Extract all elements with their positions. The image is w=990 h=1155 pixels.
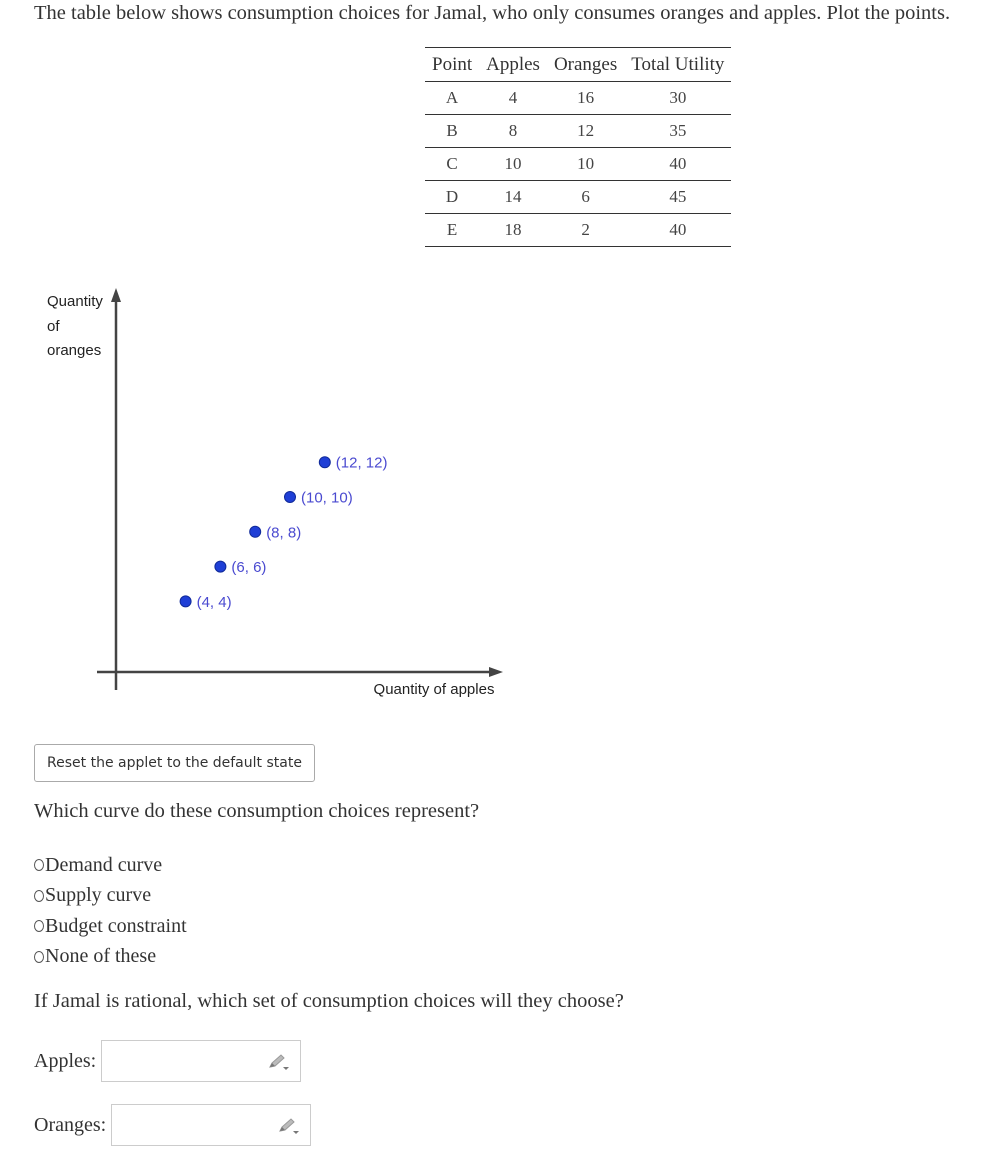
table-cell: D (425, 181, 479, 214)
table-row (425, 214, 731, 247)
pencil-icon[interactable] (278, 1117, 300, 1135)
radio-button[interactable] (34, 920, 44, 932)
table-row (425, 148, 731, 181)
oranges-row (34, 1104, 311, 1146)
option-label: Demand curve (45, 853, 163, 876)
plot-point-label: (8, 8) (266, 524, 302, 542)
table-cell: E (425, 214, 479, 247)
radio-button[interactable] (34, 890, 44, 902)
plotted-points[interactable] (180, 455, 387, 611)
plot-point[interactable] (215, 561, 226, 572)
table-cell: 40 (624, 214, 731, 247)
question-rational-choice: If Jamal is rational, which set of consumption choices will they choose? (34, 990, 624, 1012)
oranges-field-wrapper[interactable] (111, 1104, 311, 1146)
table-cell: 10 (479, 148, 547, 181)
table-header-row (425, 48, 731, 82)
table-cell: 10 (547, 148, 624, 181)
table-cell: B (425, 115, 479, 148)
y-axis-label-line: oranges (47, 342, 102, 359)
reset-applet-button[interactable]: Reset the applet to the default state (34, 744, 315, 782)
apples-label: Apples: (34, 1049, 97, 1072)
option-label: None of these (45, 945, 157, 968)
column-header: Apples (479, 48, 547, 82)
column-header: Point (425, 48, 479, 82)
option-demand-curve[interactable] (34, 850, 187, 881)
table-cell: 4 (479, 82, 547, 115)
plot-area[interactable] (0, 270, 520, 710)
table-cell: C (425, 148, 479, 181)
table-cell: A (425, 82, 479, 115)
plot-point[interactable] (250, 526, 261, 537)
apples-row (34, 1040, 301, 1082)
table-cell: 8 (479, 115, 547, 148)
table-cell: 2 (547, 214, 624, 247)
y-axis-label-line: of (47, 317, 60, 335)
apples-field-wrapper[interactable] (101, 1040, 301, 1082)
x-axis-label: Quantity of apples (373, 681, 495, 698)
option-label: Budget constraint (45, 914, 187, 937)
radio-button[interactable] (34, 859, 44, 871)
table-cell: 6 (547, 181, 624, 214)
table-cell: 12 (547, 115, 624, 148)
plot-point[interactable] (285, 492, 296, 503)
plot-point[interactable] (180, 596, 191, 607)
table-cell: 35 (624, 115, 731, 148)
column-header: Oranges (547, 48, 624, 82)
table-cell: 14 (479, 181, 547, 214)
table-cell: 45 (624, 181, 731, 214)
plot-point[interactable] (319, 457, 330, 468)
table-row (425, 82, 731, 115)
table-cell: 18 (479, 214, 547, 247)
column-header: Total Utility (624, 48, 731, 82)
plot-point-label: (4, 4) (196, 593, 232, 611)
x-axis-arrow (489, 667, 503, 677)
radio-button[interactable] (34, 951, 44, 963)
table-cell: 30 (624, 82, 731, 115)
table-row (425, 115, 731, 148)
plot-point-label: (12, 12) (335, 454, 388, 472)
question-curve-type: Which curve do these consumption choices represent? (34, 800, 480, 822)
oranges-label: Oranges: (34, 1113, 107, 1136)
option-label: Supply curve (45, 884, 152, 907)
option-budget-constraint[interactable] (34, 911, 187, 942)
y-axis-label-line: Quantity (47, 293, 103, 310)
option-none-of-these[interactable] (34, 942, 187, 973)
consumption-table (425, 47, 731, 247)
table-cell: 16 (547, 82, 624, 115)
plot-point-label: (6, 6) (231, 559, 267, 577)
plot-point-label: (10, 10) (301, 489, 353, 507)
y-axis-arrow (111, 288, 121, 302)
pencil-icon[interactable] (268, 1053, 290, 1071)
intro-text: The table below shows consumption choices for Jamal, who only consumes oranges and apples. Plot the points. (34, 2, 951, 24)
option-supply-curve[interactable] (34, 881, 187, 912)
curve-options (34, 850, 187, 972)
table-cell: 40 (624, 148, 731, 181)
table-row (425, 181, 731, 214)
